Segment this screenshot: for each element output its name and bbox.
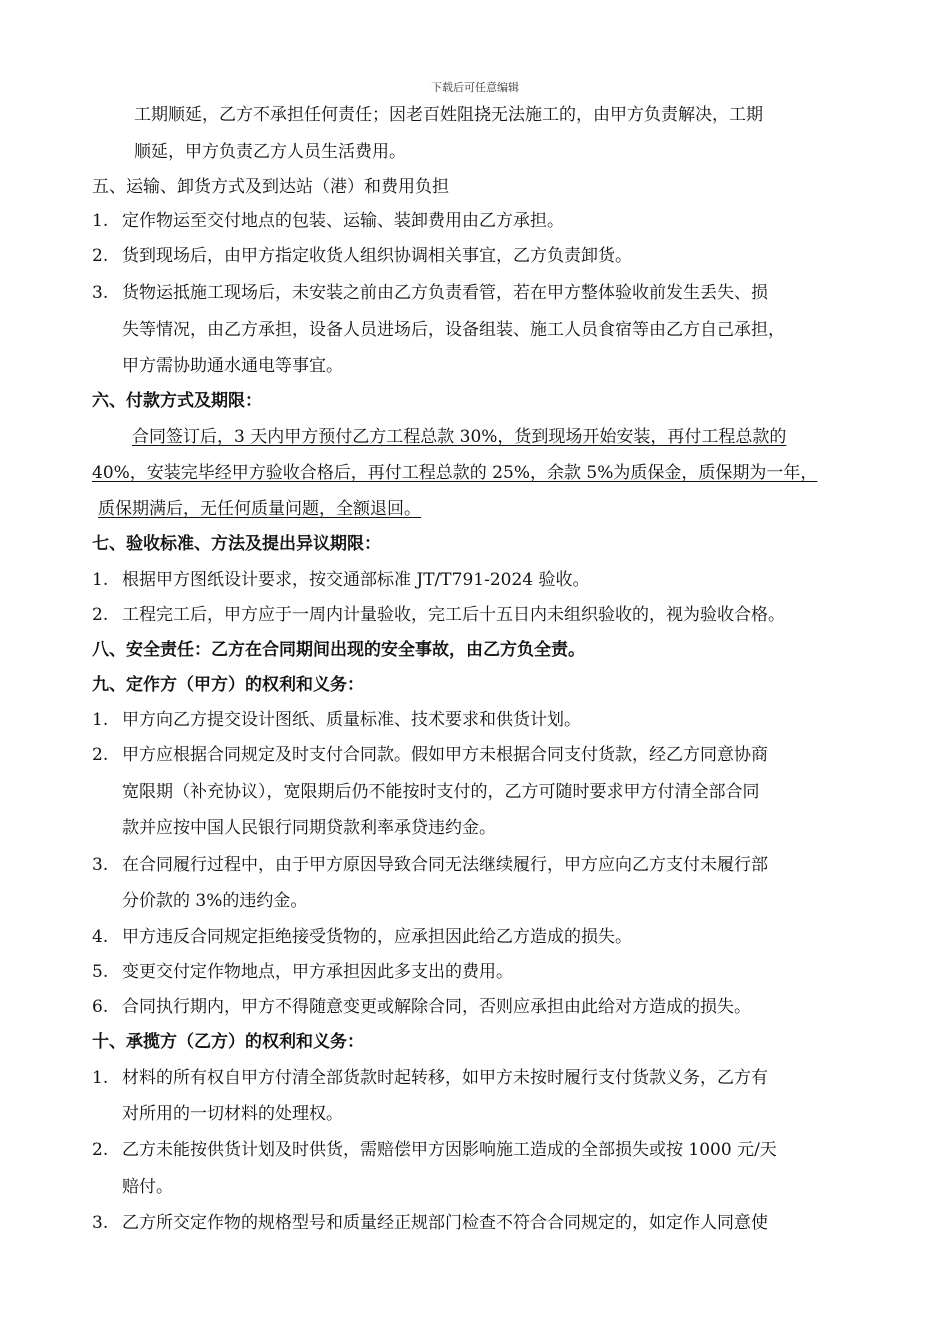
list-item-text: 甲方应根据合同规定及时支付合同款。假如甲方未根据合同支付货款，经乙方同意协商 (122, 745, 768, 765)
section-heading: 九、定作方（甲方）的权利和义务： (92, 675, 364, 695)
list-item-text: 甲方向乙方提交设计图纸、质量标准、技术要求和供货计划。 (122, 710, 581, 730)
list-item-text: 分价款的 3%的违约金。 (122, 891, 308, 911)
paragraph-line: 工期顺延，乙方不承担任何责任；因老百姓阻挠无法施工的，由甲方负责解决，工期 (134, 105, 763, 125)
list-item-text: 根据甲方图纸设计要求，按交通部标准 JT/T791-2024 验收。 (122, 570, 590, 590)
list-number: 2. (92, 605, 109, 625)
list-item-text: 赔付。 (122, 1177, 173, 1197)
list-number: 1. (92, 570, 109, 590)
list-item-text: 定作物运至交付地点的包装、运输、装卸费用由乙方承担。 (122, 211, 564, 231)
section-heading: 五、运输、卸货方式及到达站（港）和费用负担 (92, 177, 449, 197)
paragraph-line-underlined: 质保期满后，无任何质量问题，全额退回。 (98, 499, 421, 519)
list-item-text: 乙方所交定作物的规格型号和质量经正规部门检查不符合合同规定的，如定作人同意使 (122, 1213, 768, 1233)
list-item-text: 宽限期（补充协议），宽限期后仍不能按时支付的，乙方可随时要求甲方付清全部合同 (122, 782, 760, 802)
list-item-text: 乙方未能按供货计划及时供货，需赔偿甲方因影响施工造成的全部损失或按 1000 元/天 (122, 1140, 777, 1160)
list-item-text: 在合同履行过程中，由于甲方原因导致合同无法继续履行，甲方应向乙方支付未履行部 (122, 855, 768, 875)
list-number: 5. (92, 962, 109, 982)
list-number: 2. (92, 1140, 109, 1160)
list-item-text: 甲方需协助通水通电等事宜。 (122, 356, 343, 376)
list-item-text: 合同执行期内，甲方不得随意变更或解除合同，否则应承担由此给对方造成的损失。 (122, 997, 751, 1017)
list-item-text: 货物运抵施工现场后，未安装之前由乙方负责看管，若在甲方整体验收前发生丢失、损 (122, 283, 768, 303)
section-heading: 十、承揽方（乙方）的权利和义务： (92, 1032, 364, 1052)
list-number: 4. (92, 927, 109, 947)
list-number: 3. (92, 855, 109, 875)
list-item-text: 货到现场后，由甲方指定收货人组织协调相关事宜，乙方负责卸货。 (122, 246, 632, 266)
list-number: 3. (92, 283, 109, 303)
list-item-text: 甲方违反合同规定拒绝接受货物的，应承担因此给乙方造成的损失。 (122, 927, 632, 947)
list-number: 2. (92, 246, 109, 266)
list-item-text: 款并应按中国人民银行同期贷款利率承贷违约金。 (122, 818, 496, 838)
section-heading: 六、付款方式及期限： (92, 391, 262, 411)
page-header: 下载后可任意编辑 (431, 81, 519, 94)
section-heading: 八、安全责任：乙方在合同期间出现的安全事故，由乙方负全责。 (92, 640, 585, 660)
paragraph-line-underlined: 合同签订后，3 天内甲方预付乙方工程总款 30%，货到现场开始安装，再付工程总款的 (132, 427, 787, 447)
list-number: 1. (92, 211, 109, 231)
list-number: 6. (92, 997, 109, 1017)
list-number: 1. (92, 710, 109, 730)
list-item-text: 失等情况，由乙方承担，设备人员进场后，设备组装、施工人员食宿等由乙方自己承担， (122, 320, 785, 340)
list-item-text: 材料的所有权自甲方付清全部货款时起转移，如甲方未按时履行支付货款义务，乙方有 (122, 1068, 768, 1088)
list-number: 2. (92, 745, 109, 765)
list-item-text: 工程完工后，甲方应于一周内计量验收，完工后十五日内未组织验收的，视为验收合格。 (122, 605, 785, 625)
list-item-text: 对所用的一切材料的处理权。 (122, 1104, 343, 1124)
paragraph-line-underlined: 40%，安装完毕经甲方验收合格后，再付工程总款的 25%，余款 5%为质保金，质保期为一年， (92, 463, 818, 483)
list-item-text: 变更交付定作物地点，甲方承担因此多支出的费用。 (122, 962, 513, 982)
list-number: 1. (92, 1068, 109, 1088)
paragraph-line: 顺延，甲方负责乙方人员生活费用。 (134, 142, 406, 162)
section-heading: 七、验收标准、方法及提出异议期限： (92, 534, 381, 554)
list-number: 3. (92, 1213, 109, 1233)
